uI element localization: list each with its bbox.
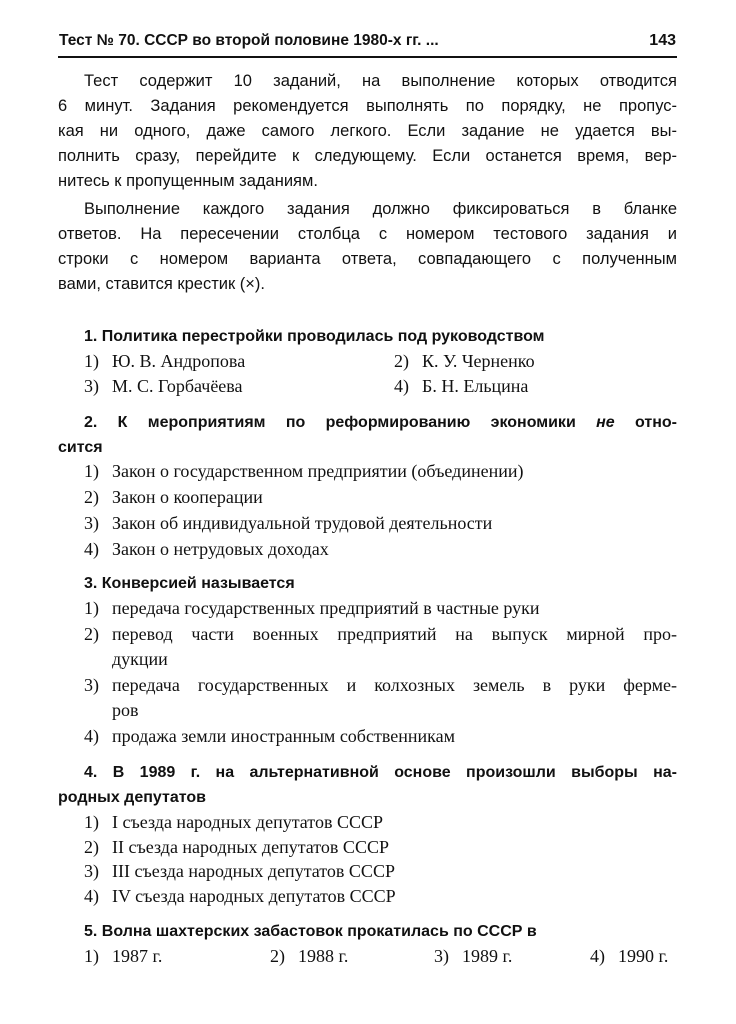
option-number: 4): [84, 539, 99, 559]
option-text-cont: дукции: [112, 649, 168, 669]
question-5-text: 5. Волна шахтерских забастовок прокатилась по СССР в: [84, 923, 537, 940]
option-number: 2): [84, 624, 99, 644]
intro-line: строки с номером варианта ответа, совпадающего с полученным: [58, 250, 677, 268]
q3-option-3: [84, 673, 677, 723]
intro-line: нитесь к пропущенным заданиям.: [58, 172, 318, 190]
question-text-part: 2. К мероприятиям по реформированию экономики: [84, 414, 576, 431]
intro-line: Тест содержит 10 заданий, на выполнение которых отводится: [84, 72, 677, 90]
option-number: 4): [394, 376, 409, 396]
intro-paragraph-1: [58, 69, 677, 194]
option-number: 1): [84, 812, 99, 832]
q3-option-2: [84, 622, 677, 672]
option-number: 4): [84, 726, 99, 746]
option-text: К. У. Черненко: [422, 351, 535, 371]
option-text: передача государственных и колхозных земель в руки ферме-: [112, 675, 677, 695]
option-text: продажа земли иностранным собственникам: [112, 726, 455, 746]
option-number: 2): [84, 487, 99, 507]
option-number: 1): [84, 351, 99, 371]
intro-line: кая ни одного, даже самого легкого. Если задание не удается вы-: [58, 122, 677, 140]
option-text: 1990 г.: [618, 946, 669, 966]
option-text: М. С. Горбачёева: [112, 376, 243, 396]
intro-line: 6 минут. Задания рекомендуется выполнять по порядку, не пропус-: [58, 97, 677, 115]
option-text: перевод части военных предприятий на выпуск мирной про-: [112, 624, 677, 644]
option-number: 4): [84, 886, 99, 906]
option-text: IV съезда народных депутатов СССР: [112, 886, 396, 906]
intro-line: ответов. На пересечении столбца с номером тестового задания и: [58, 225, 677, 243]
option-number: 4): [590, 946, 605, 966]
option-text: Закон о государственном предприятии (объединении): [112, 461, 524, 481]
intro-paragraph-2: [58, 197, 677, 297]
intro-line: Выполнение каждого задания должно фиксироваться в бланке: [84, 200, 677, 218]
option-text: 1989 г.: [462, 946, 513, 966]
option-number: 2): [394, 351, 409, 371]
option-number: 3): [84, 675, 99, 695]
option-number: 3): [84, 513, 99, 533]
option-number: 3): [84, 861, 99, 881]
intro-line: вами, ставится крестик (×).: [58, 275, 266, 293]
question-1-text: 1. Политика перестройки проводилась под руководством: [84, 328, 545, 345]
option-text: передача государственных предприятий в частные руки: [112, 598, 540, 618]
option-number: 3): [434, 946, 449, 966]
intro-line: полнить сразу, перейдите к следующему. Если останется время, вер-: [58, 147, 677, 165]
page-number: 143: [649, 32, 676, 49]
header-title: Тест № 70. СССР во второй половине 1980-х гг. ...: [59, 32, 439, 49]
option-text: III съезда народных депутатов СССР: [112, 861, 395, 881]
header-rule: [58, 56, 677, 58]
option-text: 1988 г.: [298, 946, 349, 966]
emphasis-not: не: [596, 414, 615, 431]
question-4-text: [58, 760, 677, 810]
option-number: 1): [84, 598, 99, 618]
question-line: сится: [58, 439, 103, 456]
option-number: 2): [270, 946, 285, 966]
question-line: [84, 410, 677, 435]
option-text: Ю. В. Андропова: [112, 351, 246, 371]
option-text: Закон об индивидуальной трудовой деятельности: [112, 513, 493, 533]
option-number: 1): [84, 946, 99, 966]
option-number: 1): [84, 461, 99, 481]
question-text-part: отно-: [635, 414, 678, 431]
question-2-text: [58, 410, 678, 460]
question-line: родных депутатов: [58, 789, 206, 806]
option-text: II съезда народных депутатов СССР: [112, 837, 389, 857]
question-3-text: 3. Конверсией называется: [84, 575, 295, 592]
option-text: I съезда народных депутатов СССР: [112, 812, 383, 832]
question-line: 4. В 1989 г. на альтернативной основе произошли выборы на-: [84, 764, 677, 781]
option-text: 1987 г.: [112, 946, 163, 966]
option-text-cont: ров: [112, 700, 139, 720]
option-text: Закон о кооперации: [112, 487, 263, 507]
option-text: Б. Н. Ельцина: [422, 376, 529, 396]
option-number: 3): [84, 376, 99, 396]
running-header: [59, 30, 676, 54]
option-number: 2): [84, 837, 99, 857]
option-text: Закон о нетрудовых доходах: [112, 539, 329, 559]
